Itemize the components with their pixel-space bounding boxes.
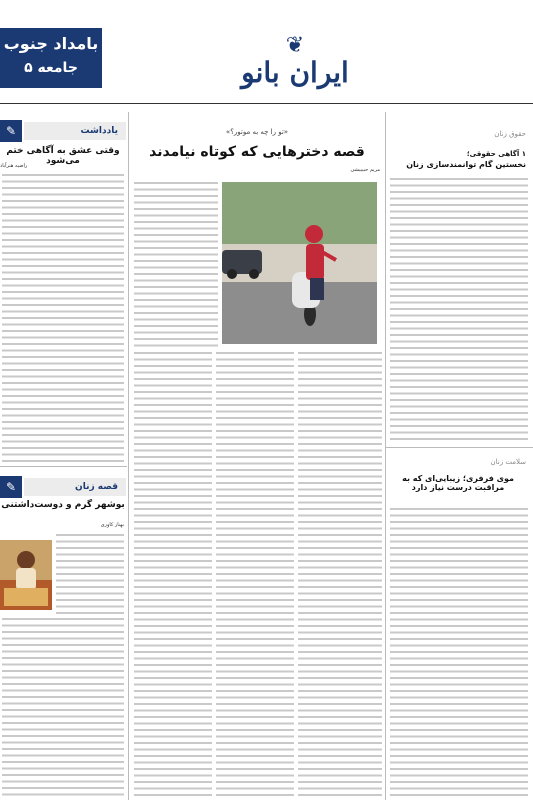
main-article-author: مریم حبیبیشی — [350, 167, 380, 173]
main-article-body-col3 — [298, 350, 382, 796]
main-article-title: قصه دخترهایی که کوتاه نیامدند — [149, 144, 365, 160]
main-article-lead-text — [134, 180, 218, 348]
health-article-title: موی فرفری؛ زیبایی‌ای که به مراقبت درست نیاز دارد — [402, 474, 514, 492]
masthead-rule — [0, 103, 533, 104]
column-divider-right — [385, 112, 386, 800]
section-brand-box — [0, 28, 102, 88]
logo-name: ایران بانو — [241, 56, 349, 89]
section-page-label: جامعه ۵ — [24, 60, 78, 76]
main-article-photo — [222, 182, 377, 344]
note-article-title: وقتی عشق به آگاهی ختم می‌شود — [6, 146, 120, 166]
story-photo — [0, 540, 52, 610]
section-tag-women-stories: قصه زنان — [24, 478, 126, 496]
right-column-separator — [386, 447, 533, 448]
section-tag-women-health: سلامت زنان — [490, 458, 526, 466]
story-article-author: بهناز کاوری — [100, 522, 124, 528]
rights-article-body — [390, 176, 528, 442]
main-article-kicker: «تو را چه به موتور؟» — [225, 128, 289, 136]
newspaper-logo — [215, 33, 375, 96]
section-tag-women-rights: حقوق زنان — [494, 130, 526, 138]
logo-ornament-icon: ❦ — [285, 33, 305, 58]
story-article-body — [2, 616, 124, 796]
health-article-body — [390, 506, 528, 796]
brand-title: بامداد جنوب — [3, 34, 99, 53]
main-article-body-col2 — [216, 350, 294, 796]
column-divider-left — [128, 112, 129, 800]
main-article-body-col1 — [134, 350, 212, 796]
left-column-separator — [0, 466, 127, 467]
note-icon: ✎ — [0, 120, 22, 142]
note-article-body — [2, 172, 124, 462]
section-tag-note: یادداشت — [24, 122, 126, 140]
note-article-author: راضیه هنرآباد — [0, 163, 28, 169]
story-article-body-top — [56, 532, 124, 622]
rights-article-kicker: ۱ آگاهی حقوقی؛ — [466, 150, 526, 158]
rights-article-title: نخستین گام توانمندسازی زنان — [406, 160, 526, 169]
story-article-title: بوشهر گرم و دوست‌داشتنی — [1, 500, 125, 510]
story-icon: ✎ — [0, 476, 22, 498]
